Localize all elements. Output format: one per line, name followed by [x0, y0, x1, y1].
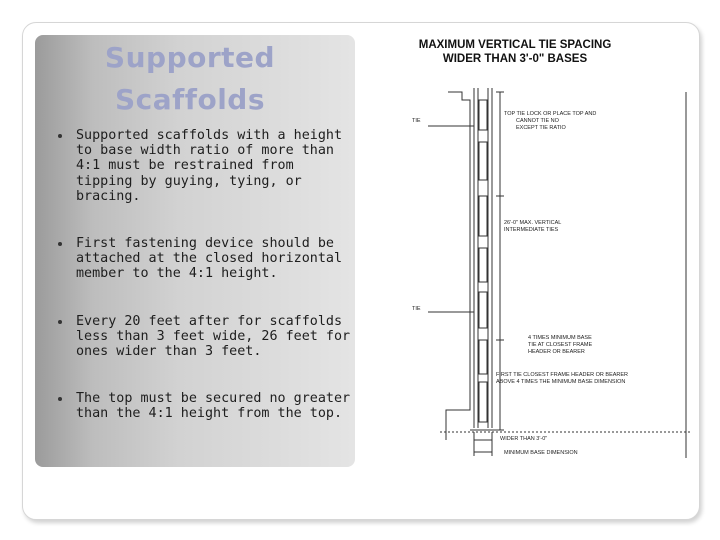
bullet-icon	[58, 242, 62, 246]
bullet-icon	[58, 397, 62, 401]
bullet-item	[52, 236, 352, 282]
bullet-item	[52, 314, 352, 360]
first-tie-note: FIRST TIE CLOSEST FRAME HEADER OR BEARER ABOVE 4 TIMES THE MINIMUM BASE DIMENSION	[496, 372, 629, 385]
tie-label-top: TIE	[412, 118, 421, 124]
four-times-note: 4 TIMES MINIMUM BASE TIE AT CLOSEST FRAME HEADER OR BEARER	[528, 335, 593, 355]
scaffold-frame	[479, 340, 487, 374]
intermediate-note: 26'-0" MAX. VERTICAL INTERMEDIATE TIES	[504, 220, 562, 233]
scaffold-frame	[479, 100, 487, 130]
diagram-title-line-1: MAXIMUM VERTICAL TIE SPACING	[418, 39, 612, 51]
scaffold-frame	[479, 292, 487, 328]
bullet-icon	[58, 320, 62, 324]
bullet-text: Supported scaffolds with a height to base width ratio of more than 4:1 must be restrained from tipping by guying, tying, or bracing.	[76, 128, 343, 204]
bullet-item	[52, 128, 352, 204]
bullet-text: Every 20 feet after for scaffolds less than 3 feet wide, 26 feet for ones wider than 3 feet.	[76, 313, 351, 360]
scaffold-frame	[479, 248, 487, 282]
scaffold-diagram	[362, 30, 692, 470]
title-line-1: Supported	[104, 41, 276, 74]
bullet-item	[52, 391, 352, 421]
bullet-text: The top must be secured no greater than the 4:1 height from the top.	[76, 391, 351, 422]
scaffold-frame	[479, 196, 487, 236]
bullet-list	[52, 128, 352, 422]
wider-than-label: WIDER THAN 3'-0"	[500, 436, 548, 442]
scaffold-frame	[479, 142, 487, 180]
slide-title	[40, 37, 340, 121]
bullet-icon	[58, 134, 62, 138]
tie-label-mid: TIE	[412, 306, 421, 312]
diagram-title-line-2: WIDER THAN 3'-0" BASES	[442, 53, 588, 65]
building-wall	[446, 92, 470, 440]
bullet-text: First fastening device should be attached at the closed horizontal member to the 4:1 height.	[76, 236, 343, 282]
scaffold-frame	[479, 382, 487, 422]
title-line-2: Scaffolds	[114, 83, 266, 116]
top-note: TOP TIE LOCK OR PLACE TOP AND CANNOT TIE NO EXCEPT TIE RATIO	[504, 111, 597, 131]
min-base-label: MINIMUM BASE DIMENSION	[504, 450, 578, 456]
